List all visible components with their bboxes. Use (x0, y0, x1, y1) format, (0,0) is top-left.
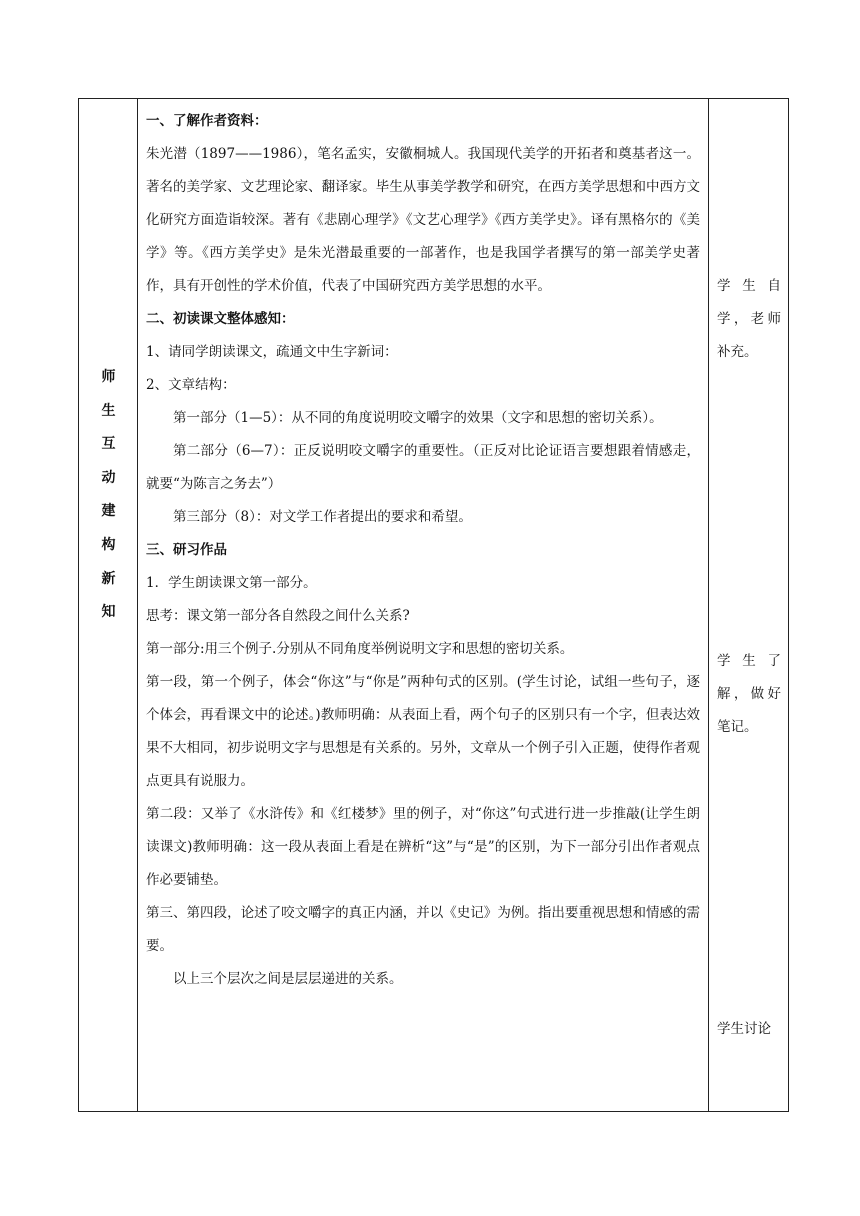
section-label-char: 知 (101, 604, 116, 621)
paragraph: 以上三个层次之间是层层递进的关系。 (173, 971, 403, 987)
section-heading: 二、初读课文整体感知： (146, 311, 295, 327)
paragraph: 第三、第四段，论述了咬文嚼字的真正内涵，并以《史记》为例。指出要重视思想和情感的需要。 (146, 905, 700, 954)
question: 思考：课文第一部分各自然段之间什么关系? (146, 608, 410, 624)
section-heading: 一、了解作者资料： (146, 113, 268, 129)
list-item: 1、请同学朗读课文，疏通文中生字新词： (146, 344, 398, 360)
list-item: 1．学生朗读课文第一部分。 (146, 575, 317, 591)
author-bio: 朱光潜（1897——1986），笔名孟实，安徽桐城人。我国现代美学的开拓者和奠基者这一。著名的美学家、文艺理论家、翻译家。毕生从事美学教学和研究，在西方美学思想和中西方文化研究方面造诣较深。著有《悲剧心理学》《文艺心理学》《西方美学史》。译有黑格尔的《美学》等。《西方美学史》是朱光潜最重要的一部著作，也是我国学者撰写的第一部美学史著作，具有开创性的学术价值，代表了中国研究西方美学思想的水平。 (146, 146, 700, 294)
section-label-char: 互 (101, 436, 116, 453)
section-label-column (79, 99, 138, 1111)
student-activity-note: 学生了解，做好笔记。 (717, 653, 781, 735)
content-body (146, 105, 700, 996)
section-heading: 三、研习作品 (146, 542, 227, 558)
section-label (79, 361, 138, 630)
section-label-char: 动 (101, 469, 116, 486)
notes-column (709, 99, 789, 1111)
list-item: 2、文章结构： (146, 377, 236, 393)
structure-part: 第三部分（8）：对文学工作者提出的要求和希望。 (173, 509, 472, 525)
section-label-char: 建 (101, 503, 116, 520)
lesson-table (78, 98, 789, 1112)
section-label-char: 新 (101, 570, 116, 587)
section-label-char: 师 (101, 369, 116, 385)
student-activity-note: 学生讨论 (717, 1021, 771, 1037)
section-label-char: 生 (101, 402, 116, 419)
structure-part: 第二部分（6—7）：正反说明咬文嚼字的重要性。（正反对比论证语言要想跟着情感走，就要“为陈言之务去”） (146, 443, 700, 492)
content-column (138, 99, 709, 1111)
paragraph: 第二段：又举了《水浒传》和《红楼梦》里的例子，对“你这”句式进行进一步推敲(让学生朗读课文)教师明确：这一段从表面上看是在辨析“这”与“是”的区别，为下一部分引出作者观点作必要铺垫。 (146, 806, 700, 888)
section-label-char: 构 (101, 536, 116, 553)
paragraph: 第一段，第一个例子，体会“你这”与“你是”两种句式的区别。(学生讨论，试组一些句子，逐个体会，再看课文中的论述。)教师明确：从表面上看，两个句子的区别只有一个字，但表达效果不大相同，初步说明文字与思想是有关系的。另外，文章从一个例子引入正题，使得作者观点更具有说服力。 (146, 674, 700, 789)
student-activity-note: 学生自学，老师补充。 (717, 278, 781, 360)
structure-part: 第一部分（1—5）：从不同的角度说明咬文嚼字的效果（文字和思想的密切关系）。 (173, 410, 663, 426)
paragraph: 第一部分:用三个例子.分别从不同角度举例说明文字和思想的密切关系。 (146, 641, 574, 657)
